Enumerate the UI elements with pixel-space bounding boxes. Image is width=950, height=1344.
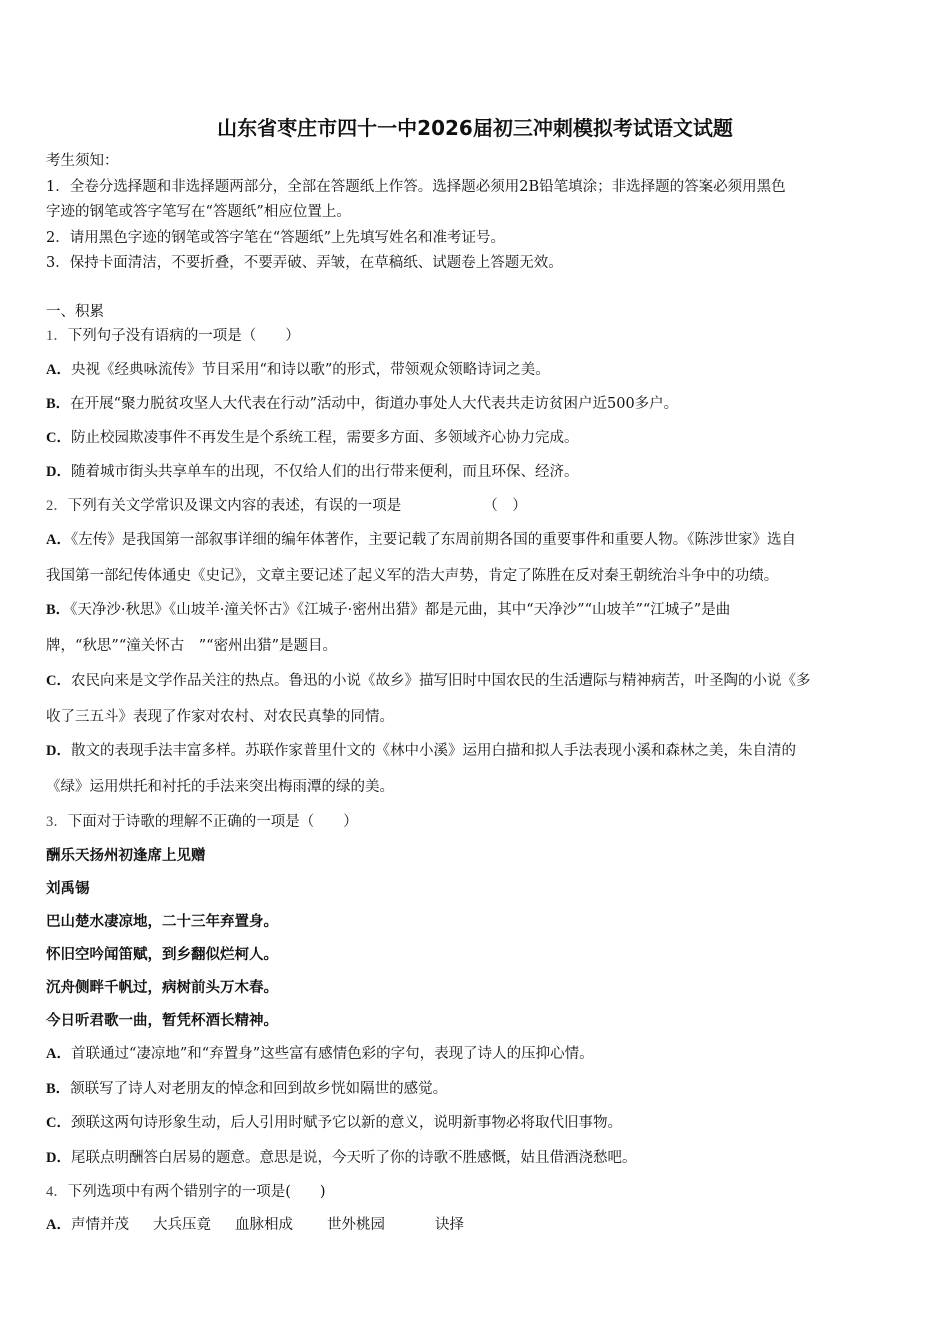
option-word: 血脉相成 xyxy=(234,1217,293,1233)
option-letter: B． xyxy=(46,602,71,618)
q2-option-b-cont: 牌，“秋思”“潼关怀古 ”“密州出猎”是题目。 xyxy=(46,638,337,654)
poem-line: 怀旧空吟闻笛赋，到乡翻似烂柯人。 xyxy=(46,946,278,963)
q1-option-d xyxy=(46,462,906,482)
q2-option-c-cont: 收了三五斗》表现了作家对农村、对农民真挚的同情。 xyxy=(46,709,394,725)
question-1-stem xyxy=(46,326,906,346)
q1-option-b xyxy=(46,394,906,414)
option-letter: B． xyxy=(46,396,71,412)
poem-line: 今日听君歌一曲，暂凭杯酒长精神。 xyxy=(46,1012,278,1029)
notice-item: 1．全卷分选择题和非选择题两部分，全部在答题纸上作答。选择题必须用2B铅笔填涂；非选择题的答案必须用黑色 xyxy=(46,179,786,195)
q2-option-d xyxy=(46,741,906,761)
notice-item: 3．保持卡面清洁，不要折叠，不要弄破、弄皱，在草稿纸、试题卷上答题无效。 xyxy=(46,255,563,271)
option-text: 颔联写了诗人对老朋友的悼念和回到故乡恍如隔世的感觉。 xyxy=(70,1081,448,1097)
q1-option-c xyxy=(46,428,906,448)
poem-author: 刘禹锡 xyxy=(46,880,90,897)
option-letter: A． xyxy=(46,532,71,548)
option-letter: C． xyxy=(46,1115,71,1131)
question-text: 下面对于诗歌的理解不正确的一项是（ ） xyxy=(67,814,358,830)
question-text: 下列句子没有语病的一项是（ ） xyxy=(67,328,300,344)
option-letter: D． xyxy=(46,464,71,480)
option-letter: D． xyxy=(46,743,71,759)
question-number: 2． xyxy=(46,498,68,514)
option-letter: D． xyxy=(46,1150,71,1166)
option-text: 农民向来是文学作品关注的热点。鲁迅的小说《故乡》描写旧时中国农民的生活遭际与精神病苦，叶圣陶的小说《多 xyxy=(70,673,811,689)
q3-option-d xyxy=(46,1148,906,1168)
page-title: 山东省枣庄市四十一中2026届初三冲刺模拟考试语文试题 xyxy=(217,116,733,140)
question-number: 1． xyxy=(46,328,68,344)
question-4-stem xyxy=(46,1182,906,1202)
notice-item: 字迹的钢笔或答字笔写在“答题纸”相应位置上。 xyxy=(46,204,351,220)
q3-option-c xyxy=(46,1113,906,1133)
option-text: 尾联点明酬答白居易的题意。意思是说，今天听了你的诗歌不胜感慨，姑且借酒浇愁吧。 xyxy=(70,1150,637,1166)
section-heading: 一、积累 xyxy=(46,304,104,320)
q3-option-a xyxy=(46,1044,906,1064)
q2-option-c xyxy=(46,671,906,691)
q3-option-b xyxy=(46,1079,906,1099)
option-text: 颈联这两句诗形象生动，后人引用时赋予它以新的意义，说明新事物必将取代旧事物。 xyxy=(70,1115,622,1131)
option-letter: A． xyxy=(46,1217,71,1233)
answer-paren: （ ） xyxy=(483,498,527,514)
option-letter: A． xyxy=(46,1046,71,1062)
option-letter: C． xyxy=(46,673,71,689)
option-word: 诀择 xyxy=(434,1217,464,1233)
option-letter: C． xyxy=(46,430,71,446)
notice-heading: 考生须知： xyxy=(46,153,119,169)
option-text: 《左传》是我国第一部叙事详细的编年体著作，主要记载了东周前期各国的重要事件和重要人物。《陈涉世家》选自 xyxy=(70,532,796,548)
poem-title: 酬乐天扬州初逢席上见赠 xyxy=(46,847,206,864)
option-letter: B． xyxy=(46,1081,71,1097)
question-number: 3． xyxy=(46,814,68,830)
option-text: 央视《经典咏流传》节目采用“和诗以歌”的形式，带领观众领略诗词之美。 xyxy=(70,362,550,378)
q2-option-a-cont: 我国第一部纪传体通史《史记》，文章主要记述了起义军的浩大声势，肯定了陈胜在反对秦王朝统治斗争中的功绩。 xyxy=(46,568,779,584)
question-2-stem xyxy=(46,496,906,516)
option-text: 在开展“聚力脱贫攻坚人大代表在行动”活动中，街道办事处人大代表共走访贫困户近500多户。 xyxy=(70,396,679,412)
option-text: 首联通过“凄凉地”和“弃置身”这些富有感情色彩的字句，表现了诗人的压抑心情。 xyxy=(70,1046,594,1062)
poem-line: 沉舟侧畔千帆过，病树前头万木春。 xyxy=(46,979,278,996)
option-word: 大兵压竟 xyxy=(152,1217,211,1233)
question-text: 下列有关文学常识及课文内容的表述，有误的一项是 xyxy=(67,498,402,514)
question-text: 下列选项中有两个错别字的一项是( ) xyxy=(67,1184,326,1200)
poem-line: 巴山楚水凄凉地，二十三年弃置身。 xyxy=(46,913,278,930)
option-word: 声情并茂 xyxy=(70,1217,129,1233)
q4-option-a xyxy=(46,1215,906,1235)
question-number: 4． xyxy=(46,1184,68,1200)
q2-option-a xyxy=(46,530,906,550)
option-text: 散文的表现手法丰富多样。苏联作家普里什文的《林中小溪》运用白描和拟人手法表现小溪和森林之美，朱自清的 xyxy=(70,743,796,759)
notice-item: 2．请用黑色字迹的钢笔或答字笔在“答题纸”上先填写姓名和准考证号。 xyxy=(46,230,506,246)
option-text: 《天净沙·秋思》《山坡羊·潼关怀古》《江城子·密州出猎》都是元曲，其中“天净沙”“山坡羊”“江城子”是曲 xyxy=(70,602,731,618)
question-3-stem xyxy=(46,812,906,832)
option-text: 防止校园欺凌事件不再发生是个系统工程，需要多方面、多领域齐心协力完成。 xyxy=(70,430,579,446)
q2-option-b xyxy=(46,600,906,620)
option-letter: A． xyxy=(46,362,71,378)
q1-option-a xyxy=(46,360,906,380)
option-text: 随着城市街头共享单车的出现，不仅给人们的出行带来便利，而且环保、经济。 xyxy=(70,464,579,480)
option-word: 世外桃园 xyxy=(326,1217,385,1233)
q2-option-d-cont: 《绿》运用烘托和衬托的手法来突出梅雨潭的绿的美。 xyxy=(46,779,394,795)
